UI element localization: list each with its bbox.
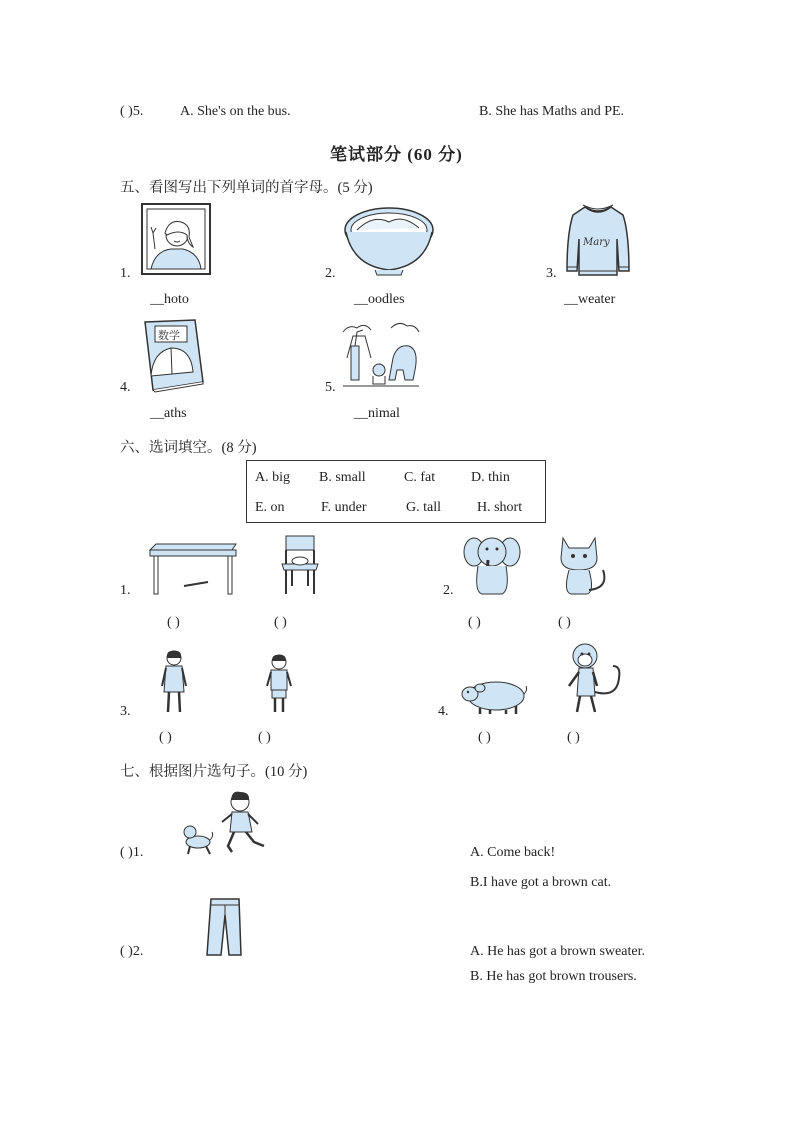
s5-num-3: 3. [546,266,557,281]
s5-word-4: __aths [150,406,187,421]
chair-cat-icon [280,534,320,596]
s6-blank-2b[interactable]: ( ) [558,615,571,630]
s5-num-1: 1. [120,266,131,281]
s5-num-2: 2. [325,266,336,281]
s6-blank-4a[interactable]: ( ) [478,730,491,745]
elephant-icon [462,534,522,596]
photo-frame-girl-icon [141,203,211,275]
option-a: A. big [255,470,290,485]
book-text: 数学 [158,329,180,342]
s5-word-1: __hoto [150,292,189,307]
option-c: C. fat [404,470,436,485]
s7-option-1a: A. Come back! [470,845,556,860]
s5-num-5: 5. [325,380,336,395]
s7-paren-2: ( )2. [120,944,144,959]
written-part-title: 笔试部分 (60 分) [330,145,463,164]
s7-paren-1: ( )1. [120,845,144,860]
s6-num-2: 2. [443,583,454,598]
s6-num-1: 1. [120,583,131,598]
s6-blank-2a[interactable]: ( ) [468,615,481,630]
s7-option-1b: B.I have got a brown cat. [470,875,612,890]
s6-num-4: 4. [438,704,449,719]
section5-heading: 五、看图写出下列单词的首字母。(5 分) [120,180,373,196]
s6-blank-1b[interactable]: ( ) [274,615,287,630]
short-boy-icon [266,654,292,716]
s5-num-4: 4. [120,380,131,395]
tall-girl-icon [160,650,188,716]
s5-word-3: __weater [564,292,616,307]
sweater-text: Mary [583,237,610,248]
option-g: G. tall [406,500,441,515]
fat-pig-icon [460,676,528,716]
s6-num-3: 3. [120,704,131,719]
s5-word-5: __nimal [354,406,400,421]
trousers-icon [205,897,245,957]
s6-blank-1a[interactable]: ( ) [167,615,180,630]
boy-running-dog-icon [182,788,274,856]
zoo-animals-icon [343,318,419,392]
s7-option-2a: A. He has got a brown sweater. [470,944,645,959]
option-e: E. on [255,500,285,515]
s6-blank-3b[interactable]: ( ) [258,730,271,745]
option-d: D. thin [471,470,510,485]
section7-heading: 七、根据图片选句子。(10 分) [120,764,308,780]
table-icon [148,542,238,596]
maths-book-icon [141,318,205,392]
sweater-icon [563,203,633,277]
option-f: F. under [321,500,367,515]
option-h: H. short [477,500,523,515]
s7-option-2b: B. He has got brown trousers. [470,969,637,984]
word-bank-box [246,460,546,523]
s5-word-2: __oodles [354,292,405,307]
cat-icon [553,534,611,596]
thin-monkey-icon [565,642,623,716]
q5-option-a: A. She's on the bus. [180,104,291,119]
section6-heading: 六、选词填空。(8 分) [120,440,257,456]
s6-blank-3a[interactable]: ( ) [159,730,172,745]
s6-blank-4b[interactable]: ( ) [567,730,580,745]
noodle-bowl-icon [343,204,435,276]
q5-option-b: B. She has Maths and PE. [479,104,625,119]
q5-paren: ( )5. [120,104,144,119]
option-b: B. small [319,470,366,485]
